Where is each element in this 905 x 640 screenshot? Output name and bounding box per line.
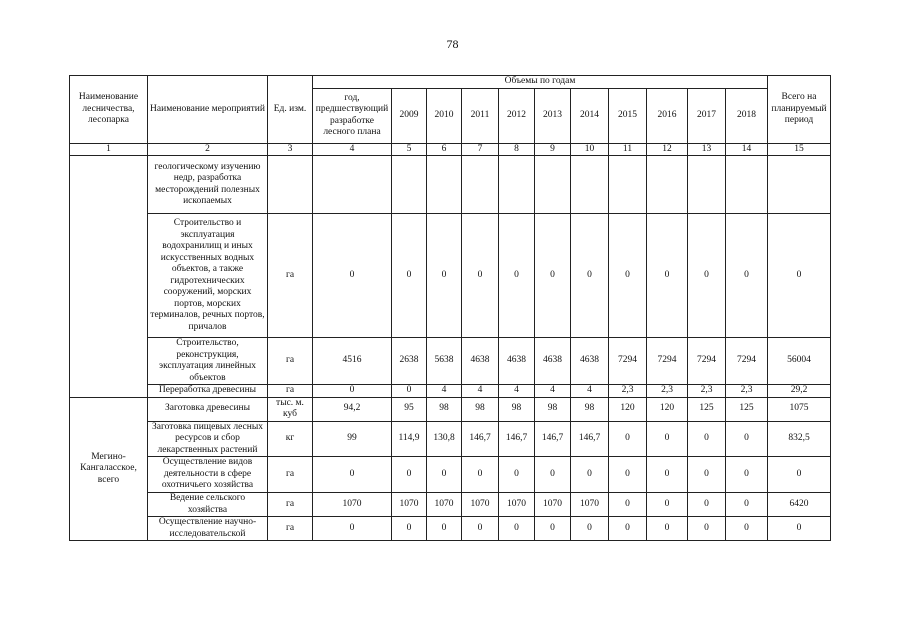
unit-cell: га [268, 338, 313, 385]
forest-plan-table [69, 75, 831, 541]
activity-cell: Переработка древесины [148, 385, 268, 398]
unit-cell: кг [268, 421, 313, 457]
header-year: 2016 [647, 88, 688, 143]
table-row [70, 156, 831, 214]
value-cell: 0 [313, 517, 392, 541]
activity-cell: Строительство, реконструкция, эксплуатация линейных объектов [148, 338, 268, 385]
value-cell: 94,2 [313, 397, 392, 421]
value-cell: 0 [647, 517, 688, 541]
value-cell: 2,3 [726, 385, 768, 398]
value-cell: 7294 [726, 338, 768, 385]
value-cell: 0 [313, 385, 392, 398]
header-unit: Ед. изм. [268, 76, 313, 144]
table-row [70, 493, 831, 517]
page-number: 78 [446, 37, 459, 51]
value-cell: 0 [726, 457, 768, 493]
value-cell: 0 [462, 457, 499, 493]
unit-cell [268, 156, 313, 214]
value-cell: 4516 [313, 338, 392, 385]
value-cell: 0 [571, 517, 609, 541]
table-row [70, 457, 831, 493]
value-cell: 0 [427, 214, 462, 338]
value-cell: 0 [392, 385, 427, 398]
value-cell: 0 [609, 457, 647, 493]
col-number: 11 [609, 143, 647, 156]
value-cell: 120 [647, 397, 688, 421]
value-cell [726, 156, 768, 214]
value-cell: 146,7 [535, 421, 571, 457]
value-cell: 0 [688, 517, 726, 541]
value-cell [688, 156, 726, 214]
value-cell: 4 [499, 385, 535, 398]
value-cell: 5638 [427, 338, 462, 385]
activity-cell: геологическому изучению недр, разработка месторождений полезных ископаемых [148, 156, 268, 214]
table-header [70, 76, 831, 156]
col-number: 12 [647, 143, 688, 156]
value-cell: 0 [647, 421, 688, 457]
value-cell: 0 [609, 421, 647, 457]
value-cell: 0 [427, 517, 462, 541]
value-cell: 0 [688, 457, 726, 493]
col-number: 5 [392, 143, 427, 156]
value-cell [535, 156, 571, 214]
value-cell: 4638 [571, 338, 609, 385]
col-number: 14 [726, 143, 768, 156]
value-cell: 0 [392, 517, 427, 541]
header-prev-year: год, предшествующий разработке лесного плана [313, 88, 392, 143]
value-cell: 0 [499, 457, 535, 493]
value-cell: 1070 [392, 493, 427, 517]
value-cell [571, 156, 609, 214]
col-number: 8 [499, 143, 535, 156]
value-cell: 120 [609, 397, 647, 421]
activity-cell: Заготовка древесины [148, 397, 268, 421]
value-cell: 0 [609, 214, 647, 338]
value-cell: 1070 [313, 493, 392, 517]
value-cell [609, 156, 647, 214]
header-year: 2017 [688, 88, 726, 143]
value-cell: 2638 [392, 338, 427, 385]
value-cell: 99 [313, 421, 392, 457]
col-number: 10 [571, 143, 609, 156]
value-cell: 1070 [571, 493, 609, 517]
header-forestry: Наименование лесничества, лесопарка [70, 76, 148, 144]
value-cell: 0 [499, 214, 535, 338]
header-year: 2012 [499, 88, 535, 143]
value-cell [462, 156, 499, 214]
value-cell: 4 [427, 385, 462, 398]
unit-cell: га [268, 517, 313, 541]
value-cell: 7294 [609, 338, 647, 385]
value-cell: 0 [571, 457, 609, 493]
value-cell: 4 [571, 385, 609, 398]
table-row [70, 385, 831, 398]
value-cell: 98 [571, 397, 609, 421]
value-cell: 0 [688, 493, 726, 517]
forestry-name-cell: Мегино-Кангаласское, всего [70, 397, 148, 541]
value-cell [499, 156, 535, 214]
value-cell: 0 [726, 214, 768, 338]
header-year: 2014 [571, 88, 609, 143]
unit-cell: тыс. м. куб [268, 397, 313, 421]
forestry-name-cell [70, 156, 148, 398]
value-cell: 1070 [462, 493, 499, 517]
value-cell: 0 [609, 517, 647, 541]
value-cell: 0 [313, 214, 392, 338]
value-cell: 7294 [647, 338, 688, 385]
header-year: 2011 [462, 88, 499, 143]
total-cell: 56004 [768, 338, 831, 385]
col-number: 1 [70, 143, 148, 156]
value-cell: 0 [499, 517, 535, 541]
value-cell: 125 [688, 397, 726, 421]
total-cell: 0 [768, 517, 831, 541]
value-cell: 0 [571, 214, 609, 338]
value-cell: 4638 [535, 338, 571, 385]
value-cell: 0 [427, 457, 462, 493]
value-cell: 0 [688, 421, 726, 457]
col-number: 3 [268, 143, 313, 156]
value-cell: 0 [726, 493, 768, 517]
activity-cell: Заготовка пищевых лесных ресурсов и сбор лекарственных растений [148, 421, 268, 457]
value-cell [313, 156, 392, 214]
col-number: 6 [427, 143, 462, 156]
value-cell: 114,9 [392, 421, 427, 457]
value-cell: 0 [647, 493, 688, 517]
value-cell: 0 [647, 214, 688, 338]
value-cell: 0 [462, 517, 499, 541]
value-cell: 0 [535, 517, 571, 541]
col-number: 15 [768, 143, 831, 156]
total-cell [768, 156, 831, 214]
table-row [70, 517, 831, 541]
value-cell [647, 156, 688, 214]
total-cell: 29,2 [768, 385, 831, 398]
value-cell: 130,8 [427, 421, 462, 457]
value-cell: 4 [535, 385, 571, 398]
header-total: Всего на планируемый период [768, 76, 831, 144]
value-cell: 146,7 [499, 421, 535, 457]
total-cell: 0 [768, 214, 831, 338]
value-cell: 2,3 [688, 385, 726, 398]
activity-cell: Строительство и эксплуатация водохранилищ и иных искусственных водных объектов, а также гидротехнических сооружений, морских портов, морских терминалов, речных портов, причалов [148, 214, 268, 338]
col-number: 2 [148, 143, 268, 156]
unit-cell: га [268, 493, 313, 517]
value-cell: 98 [535, 397, 571, 421]
value-cell: 98 [427, 397, 462, 421]
value-cell: 146,7 [462, 421, 499, 457]
unit-cell: га [268, 457, 313, 493]
table-row [70, 214, 831, 338]
value-cell: 0 [609, 493, 647, 517]
value-cell: 4638 [462, 338, 499, 385]
table-row [70, 338, 831, 385]
unit-cell: га [268, 385, 313, 398]
header-year: 2009 [392, 88, 427, 143]
value-cell: 1070 [535, 493, 571, 517]
unit-cell: га [268, 214, 313, 338]
value-cell: 4 [462, 385, 499, 398]
value-cell: 0 [392, 457, 427, 493]
value-cell: 0 [688, 214, 726, 338]
value-cell [427, 156, 462, 214]
value-cell: 0 [462, 214, 499, 338]
value-cell: 0 [726, 421, 768, 457]
total-cell: 0 [768, 457, 831, 493]
header-year: 2013 [535, 88, 571, 143]
value-cell: 98 [499, 397, 535, 421]
column-number-row [70, 143, 831, 156]
col-number: 13 [688, 143, 726, 156]
value-cell: 95 [392, 397, 427, 421]
value-cell: 0 [313, 457, 392, 493]
activity-cell: Ведение сельского хозяйства [148, 493, 268, 517]
table-row [70, 397, 831, 421]
header-year: 2010 [427, 88, 462, 143]
value-cell: 0 [392, 214, 427, 338]
value-cell: 7294 [688, 338, 726, 385]
section-2-body [70, 397, 831, 541]
total-cell: 832,5 [768, 421, 831, 457]
value-cell: 146,7 [571, 421, 609, 457]
col-number: 7 [462, 143, 499, 156]
value-cell: 2,3 [609, 385, 647, 398]
table-row [70, 421, 831, 457]
section-1-body [70, 156, 831, 398]
header-year: 2018 [726, 88, 768, 143]
value-cell: 0 [535, 214, 571, 338]
value-cell: 0 [535, 457, 571, 493]
header-year: 2015 [609, 88, 647, 143]
value-cell: 1070 [427, 493, 462, 517]
col-number: 4 [313, 143, 392, 156]
header-volumes-group: Объемы по годам [313, 76, 768, 89]
value-cell: 0 [726, 517, 768, 541]
activity-cell: Осуществление научно-исследовательской [148, 517, 268, 541]
value-cell: 125 [726, 397, 768, 421]
value-cell: 0 [647, 457, 688, 493]
value-cell: 2,3 [647, 385, 688, 398]
total-cell: 6420 [768, 493, 831, 517]
total-cell: 1075 [768, 397, 831, 421]
value-cell [392, 156, 427, 214]
value-cell: 98 [462, 397, 499, 421]
col-number: 9 [535, 143, 571, 156]
header-activity: Наименование мероприятий [148, 76, 268, 144]
value-cell: 4638 [499, 338, 535, 385]
value-cell: 1070 [499, 493, 535, 517]
activity-cell: Осуществление видов деятельности в сфере охотничьего хозяйства [148, 457, 268, 493]
